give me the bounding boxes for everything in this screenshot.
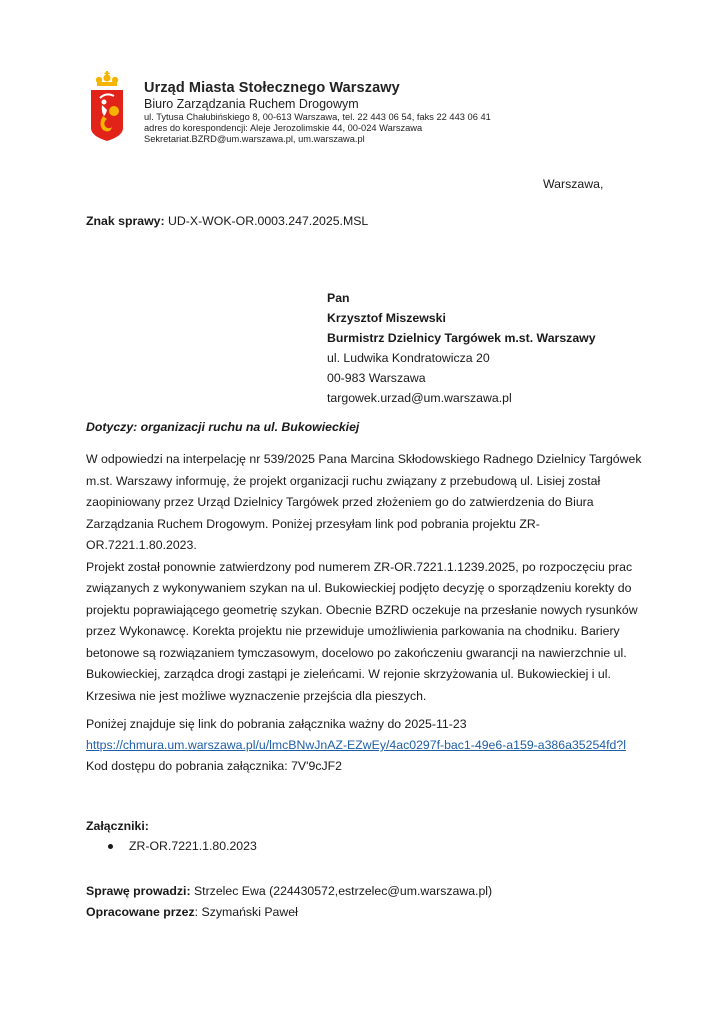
prepared-by-value: : Szymański Paweł [194, 905, 298, 919]
handled-by [86, 881, 492, 902]
addressee-title: Burmistrz Dzielnicy Targówek m.st. Warszawy [327, 331, 596, 345]
addressee-name: Krzysztof Miszewski [327, 311, 446, 325]
attachments-label: Załączniki: [86, 819, 149, 833]
place-date: Warszawa, [543, 177, 604, 191]
addressee-block [327, 288, 596, 408]
correspondence-address: adres do korespondencji: Aleje Jerozolimskie 44, 00-024 Warszawa [144, 123, 423, 133]
addressee-email: targowek.urzad@um.warszawa.pl [327, 391, 512, 405]
addressee-city: 00-983 Warszawa [327, 371, 426, 385]
prepared-by-label: Opracowane przez [86, 905, 195, 919]
body-paragraph-1: W odpowiedzi na interpelację nr 539/2025 Pana Marcina Skłodowskiego Radnego Dzielnicy Targówek m.st. Warszawy informuję, że projekt organizacji ruchu związany z przebudową ul. Lisiej został zaopiniowany przez Urząd Dzielnicy Targówek przed złożeniem go do zatwierdzenia do Biura Zarządzania Ruchem Drogowym. Poniżej przesyłam link pod pobrania projektu ZR-OR.7221.1.80.2023. [86, 452, 642, 552]
office-address: ul. Tytusa Chałubińskiego 8, 00-613 Warszawa, tel. 22 443 06 54, faks 22 443 06 41 [144, 112, 491, 122]
download-link[interactable]: https://chmura.um.warszawa.pl/u/lmcBNwJnAZ-EZwEy/4ac0297f-bac1-49e6-a159-a386a35254fd?l [86, 738, 626, 752]
letterhead-text [144, 80, 491, 145]
access-code: Kod dostępu do pobrania załącznika: 7V'9cJF2 [86, 759, 342, 773]
office-contact: Sekretariat.BZRD@um.warszawa.pl, um.warszawa.pl [144, 134, 365, 144]
case-handler-block [86, 881, 492, 923]
case-reference-value: UD-X-WOK-OR.0003.247.2025.MSL [164, 214, 369, 228]
organization-name: Urząd Miasta Stołecznego Warszawy [144, 80, 400, 96]
case-reference [86, 214, 368, 228]
warsaw-coat-of-arms-icon [88, 70, 126, 142]
bullet-icon [108, 844, 113, 849]
attachments-list [108, 839, 257, 853]
prepared-by [86, 902, 492, 923]
handled-by-value: Strzelec Ewa (224430572,estrzelec@um.warszawa.pl) [190, 884, 493, 898]
attachment-item-label: ZR-OR.7221.1.80.2023 [129, 839, 257, 853]
addressee-street: ul. Ludwika Kondratowicza 20 [327, 351, 490, 365]
download-section [86, 714, 626, 777]
letter-body [86, 449, 646, 707]
addressee-salutation: Pan [327, 291, 350, 305]
case-reference-label: Znak sprawy: [86, 214, 165, 228]
attachment-item [108, 839, 257, 853]
download-intro: Poniżej znajduje się link do pobrania załącznika ważny do 2025-11-23 [86, 717, 467, 731]
subject-line: Dotyczy: organizacji ruchu na ul. Bukowieckiej [86, 420, 360, 434]
department-name: Biuro Zarządzania Ruchem Drogowym [144, 97, 359, 111]
handled-by-label: Sprawę prowadzi: [86, 884, 191, 898]
body-paragraph-2: Projekt został ponownie zatwierdzony pod numerem ZR-OR.7221.1.1239.2025, po rozpoczęciu prac związanych z wykonywaniem szykan na ul. Bukowieckiej podjęto decyzję o sporządzeniu korekty do projektu poprawiającego geometrię szykan. Obecnie BZRD oczekuje na przesłanie nowych rysunków przez Wykonawcę. Korekta projektu nie przewiduje umożliwienia parkowania na chodniku. Bariery betonowe są rozwiązaniem tymczasowym, docelowo po zakończeniu gwarancji na nawierzchnie ul. Bukowieckiej, zarządca drogi zastąpi je zieleńcami. W rejonie skrzyżowania ul. Bukowieckiej i ul. Krzesiwa nie jest możliwe wyznaczenie przejścia dla pieszych. [86, 559, 638, 703]
letterhead [88, 70, 491, 145]
